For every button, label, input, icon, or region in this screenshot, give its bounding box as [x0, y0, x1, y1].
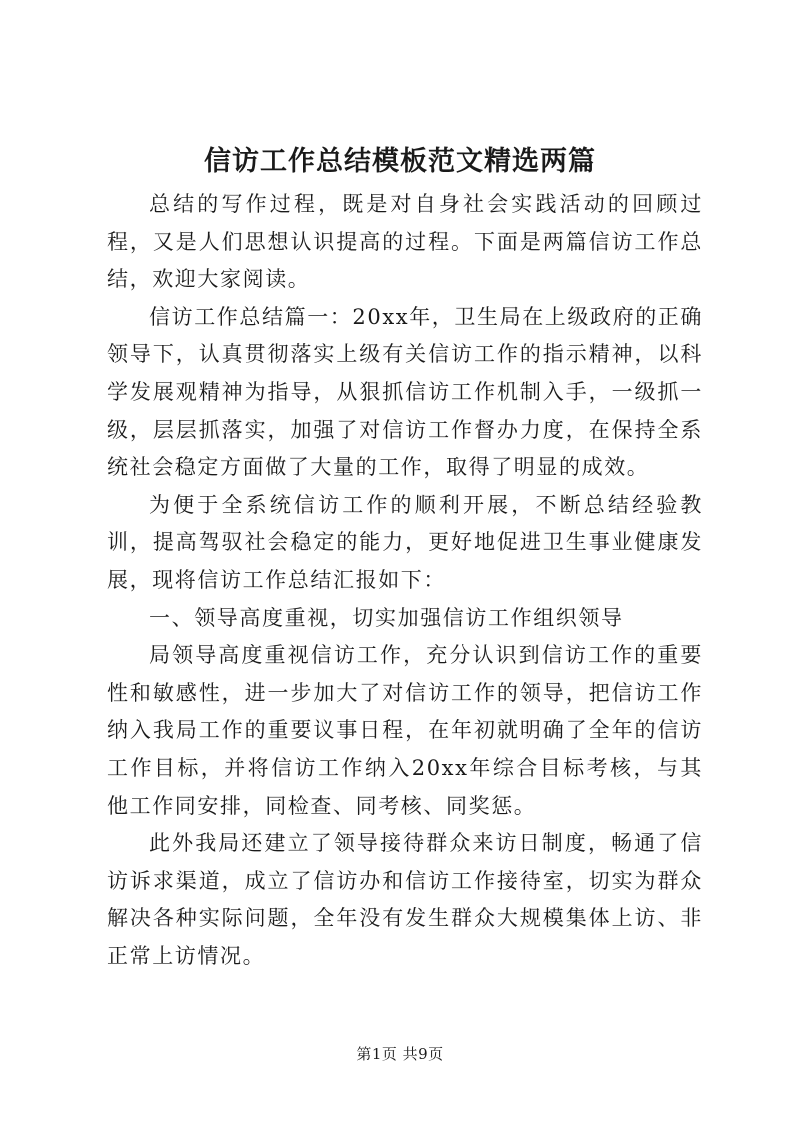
page-number-footer: 第1页 共9页	[356, 1045, 444, 1063]
document-title: 信访工作总结模板范文精选两篇	[204, 146, 596, 177]
paragraph-leadership: 局领导高度重视信访工作，充分认识到信访工作的重要性和敏感性，进一步加大了对信访工作的领导，把信访工作纳入我局工作的重要议事日程，在年初就明确了全年的信访工作目标，并将信访工作纳入20xx年综合目标考核，与其他工作同安排，同检查、同考核、同奖惩。	[107, 643, 703, 818]
paragraph-purpose: 为便于全系统信访工作的顺利开展，不断总结经验教训，提高驾驭社会稳定的能力，更好地促进卫生事业健康发展，现将信访工作总结汇报如下：	[107, 492, 703, 592]
paragraph-reception: 此外我局还建立了领导接待群众来访日制度，畅通了信访诉求渠道，成立了信访办和信访工作接待室，切实为群众解决各种实际问题，全年没有发生群众大规模集体上访、非正常上访情况。	[107, 831, 703, 968]
section-heading-one: 一、领导高度重视，切实加强信访工作组织领导	[149, 605, 624, 630]
paragraph-summary-one: 信访工作总结篇一：20xx年，卫生局在上级政府的正确领导下，认真贯彻落实上级有关信访工作的指示精神，以科学发展观精神为指导，从狠抓信访工作机制入手，一级抓一级，层层抓落实，加强了对信访工作督办力度，在保持全系统社会稳定方面做了大量的工作，取得了明显的成效。	[107, 304, 704, 480]
intro-paragraph: 总结的写作过程，既是对自身社会实践活动的回顾过程，又是人们思想认识提高的过程。下面是两篇信访工作总结，欢迎大家阅读。	[107, 192, 703, 292]
document-body	[107, 186, 703, 975]
